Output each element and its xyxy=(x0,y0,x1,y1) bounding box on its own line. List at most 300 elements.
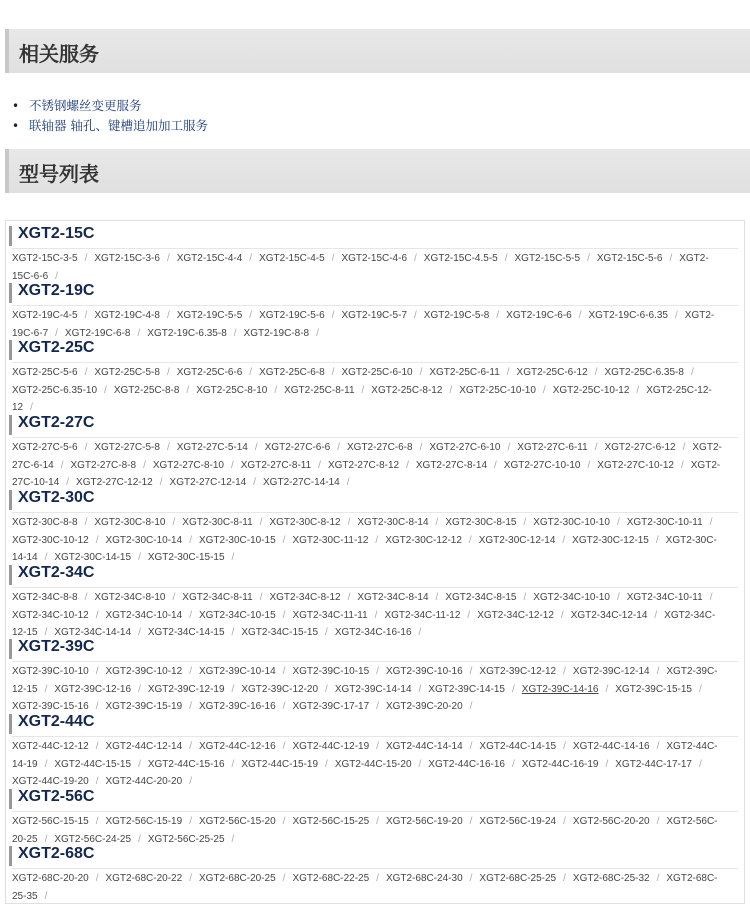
model-link[interactable]: XGT2-25C-6.35-8 xyxy=(604,367,684,378)
separator: / xyxy=(95,666,99,677)
model-link[interactable]: XGT2-34C-8-8 xyxy=(12,592,78,603)
model-link[interactable]: XGT2-30C-8-8 xyxy=(12,517,78,528)
model-link[interactable]: XGT2-30C-12-14 xyxy=(478,534,556,546)
separator: / xyxy=(84,517,88,528)
separator: / xyxy=(512,758,515,770)
separator: / xyxy=(282,741,286,752)
model-link[interactable]: XGT2-19C-5-8 xyxy=(423,310,490,321)
model-link[interactable]: 19C-6-7 xyxy=(12,327,49,339)
separator: / xyxy=(95,741,99,752)
model-link[interactable]: XGT2-27C-10-10 xyxy=(503,459,581,471)
separator: / xyxy=(469,741,473,752)
model-link[interactable]: XGT2-27C-6-11 xyxy=(517,442,588,453)
model-link[interactable]: XGT2-25C-8-10 xyxy=(196,384,268,396)
series-divider xyxy=(12,512,738,513)
model-link[interactable]: XGT2-34C-10-15 xyxy=(198,609,276,621)
model-link[interactable]: XGT2-15C-4-5 xyxy=(259,253,325,264)
separator: / xyxy=(104,384,107,396)
separator: / xyxy=(680,459,684,471)
separator: / xyxy=(605,758,609,770)
model-link[interactable]: XGT2-25C-6-11 xyxy=(429,367,500,378)
separator: / xyxy=(231,683,235,695)
series-name: XGT2-19C xyxy=(18,282,95,299)
model-link[interactable]: XGT2-44C-14-16 xyxy=(572,741,650,752)
model-link[interactable]: XGT2-39C-15-19 xyxy=(105,701,183,712)
model-link[interactable]: 20-25 xyxy=(12,833,38,845)
model-link[interactable]: XGT2-34C-11-12 xyxy=(384,609,461,621)
model-link[interactable]: XGT2-25C-12- xyxy=(646,384,712,396)
series-name: XGT2-39C xyxy=(18,638,95,655)
separator: / xyxy=(376,873,379,884)
separator: / xyxy=(253,477,257,488)
model-link[interactable]: XGT2-56C- xyxy=(666,816,718,827)
related-services-heading xyxy=(5,29,750,73)
separator: / xyxy=(698,683,702,695)
model-link[interactable]: XGT2-56C-15-15 xyxy=(12,816,89,827)
model-link[interactable]: XGT2-56C-19-24 xyxy=(479,816,557,827)
model-link[interactable]: XGT2-56C-19-20 xyxy=(385,816,463,827)
model-link[interactable]: XGT2-25C-5-6 xyxy=(12,367,78,378)
separator: / xyxy=(414,310,417,321)
model-link[interactable]: XGT2-44C-15-20 xyxy=(334,758,412,770)
series-divider xyxy=(12,661,738,662)
model-link[interactable]: XGT2-39C-12-19 xyxy=(147,683,225,695)
model-link[interactable]: XGT2-34C- xyxy=(664,609,716,621)
model-link[interactable]: XGT2-27C-5-6 xyxy=(12,442,78,453)
model-row xyxy=(12,607,715,624)
separator: / xyxy=(95,776,99,787)
separator: / xyxy=(507,442,511,453)
separator: / xyxy=(347,592,351,603)
model-row xyxy=(12,589,719,606)
separator: / xyxy=(469,666,473,677)
separator: / xyxy=(325,627,328,638)
separator: / xyxy=(282,666,286,677)
separator: / xyxy=(418,683,422,695)
model-link[interactable]: XGT2-34C-10-14 xyxy=(105,609,183,621)
model-link[interactable]: XGT2-30C-10-12 xyxy=(12,534,89,546)
separator: / xyxy=(616,517,620,528)
model-link[interactable]: XGT2-44C-12-16 xyxy=(198,741,276,752)
separator: / xyxy=(504,253,508,264)
model-link[interactable]: XGT2-34C-11-11 xyxy=(292,609,368,621)
model-link[interactable]: XGT2-30C-8-12 xyxy=(269,517,341,528)
separator: / xyxy=(656,873,660,884)
series-title xyxy=(9,415,742,435)
model-link[interactable]: XGT2-56C-25-25 xyxy=(147,833,225,845)
model-link[interactable]: XGT2-19C-4-5 xyxy=(12,310,78,321)
series-name: XGT2-27C xyxy=(18,414,95,431)
model-link[interactable]: XGT2-44C- xyxy=(666,741,718,752)
model-link[interactable]: XGT2-30C-11-12 xyxy=(292,534,369,546)
separator: / xyxy=(231,833,235,845)
model-link[interactable]: XGT2-34C-10-11 xyxy=(626,592,703,603)
model-link[interactable]: XGT2-44C-12-12 xyxy=(12,741,89,752)
model-link[interactable]: XGT2-39C-12-16 xyxy=(54,683,132,695)
separator: / xyxy=(189,741,192,752)
model-link[interactable]: 27C-6-14 xyxy=(12,459,54,471)
separator: / xyxy=(709,592,713,603)
model-link[interactable]: XGT2-39C-17-17 xyxy=(292,701,370,712)
separator: / xyxy=(55,327,58,339)
service-link-stainless-screw[interactable]: • 不锈钢螺丝变更服务 xyxy=(10,96,208,116)
model-link[interactable]: XGT2-56C-24-25 xyxy=(54,833,132,845)
separator: / xyxy=(44,833,48,845)
model-link[interactable]: XGT2-27C-8-14 xyxy=(415,459,488,471)
model-link[interactable]: XGT2-34C-8-14 xyxy=(357,592,429,603)
model-link[interactable]: XGT2-56C-15-19 xyxy=(105,816,183,827)
model-link[interactable]: XGT2-39C-14-15 xyxy=(428,683,505,695)
model-link[interactable]: XGT2-34C-10-12 xyxy=(12,609,89,621)
model-link[interactable]: XGT2-44C-15-16 xyxy=(147,758,225,770)
separator: / xyxy=(331,310,335,321)
separator: / xyxy=(138,683,141,695)
separator: / xyxy=(230,459,234,471)
separator: / xyxy=(189,609,192,621)
model-link[interactable]: XGT2-68C-20-20 xyxy=(12,873,89,884)
model-link[interactable]: XGT2-39C-15-15 xyxy=(615,683,692,695)
model-link[interactable]: XGT2-56C-20-20 xyxy=(572,816,650,827)
separator: / xyxy=(66,477,70,488)
model-link[interactable]: XGT2-39C-12-20 xyxy=(241,683,319,695)
separator: / xyxy=(669,253,673,264)
model-link[interactable]: XGT2-27C-8-10 xyxy=(152,459,224,471)
separator: / xyxy=(374,609,378,621)
separator: / xyxy=(656,741,660,752)
separator: / xyxy=(656,666,660,677)
model-link[interactable]: XGT2-44C-15-15 xyxy=(54,758,132,770)
model-link[interactable]: 14-14 xyxy=(12,552,38,563)
separator: / xyxy=(376,666,379,677)
model-link[interactable]: 12-15 xyxy=(12,683,38,695)
model-link[interactable]: XGT2-25C-8-8 xyxy=(113,384,180,396)
model-link[interactable]: XGT2-27C-8-8 xyxy=(70,459,137,471)
model-link[interactable]: XGT2-27C-6-8 xyxy=(347,442,413,453)
model-link[interactable]: XGT2-68C-25-32 xyxy=(572,873,650,884)
separator: / xyxy=(636,384,640,396)
separator: / xyxy=(468,534,472,546)
model-link[interactable]: XGT2-39C-20-20 xyxy=(385,701,463,712)
model-link[interactable]: XGT2-68C-20-22 xyxy=(105,873,183,884)
model-link[interactable]: XGT2-34C-8-12 xyxy=(269,592,341,603)
separator: / xyxy=(138,552,141,563)
model-link[interactable]: 27C-10-14 xyxy=(12,477,60,488)
model-link[interactable]: XGT2-15C-4-6 xyxy=(341,253,408,264)
series-title xyxy=(9,283,742,303)
model-link[interactable]: XGT2-34C-8-15 xyxy=(445,592,517,603)
model-link[interactable]: XGT2-39C-10-10 xyxy=(12,666,89,677)
model-link[interactable]: XGT2-15C-4.5-5 xyxy=(423,253,498,264)
model-link[interactable]: XGT2-68C-24-30 xyxy=(385,873,463,884)
model-link[interactable]: XGT2-30C-12-12 xyxy=(385,534,462,546)
model-link[interactable]: XGT2-27C-12-14 xyxy=(169,477,247,488)
separator: / xyxy=(347,517,351,528)
model-link[interactable]: XGT2-30C-14-15 xyxy=(54,552,132,563)
model-link[interactable]: XGT2-39C-10-12 xyxy=(105,666,183,677)
model-link[interactable]: XGT2-39C-10-14 xyxy=(198,666,276,677)
model-link[interactable]: XGT2-15C-3-5 xyxy=(12,253,78,264)
separator: / xyxy=(331,253,335,264)
model-link[interactable]: XGT2-56C-15-20 xyxy=(198,816,276,827)
series-title xyxy=(9,226,742,246)
model-link[interactable]: XGT2- xyxy=(690,459,721,471)
model-link[interactable]: XGT2-39C-14-14 xyxy=(334,683,412,695)
model-link[interactable]: XGT2-39C-12-12 xyxy=(479,666,557,677)
model-row xyxy=(12,813,718,830)
separator: / xyxy=(282,873,286,884)
series-divider xyxy=(12,437,738,438)
separator: / xyxy=(166,310,170,321)
separator: / xyxy=(594,442,598,453)
separator: / xyxy=(469,873,473,884)
separator: / xyxy=(44,758,48,770)
separator: / xyxy=(84,367,88,378)
model-link[interactable]: XGT2-30C-15-15 xyxy=(147,552,225,563)
model-link[interactable]: XGT2-27C-8-11 xyxy=(240,459,312,471)
model-link[interactable]: XGT2-34C-8-11 xyxy=(182,592,253,603)
model-link[interactable]: XGT2-25C-5-8 xyxy=(94,367,160,378)
model-link[interactable]: XGT2- xyxy=(692,442,722,453)
model-link[interactable]: XGT2-30C-8-11 xyxy=(182,517,253,528)
model-link[interactable]: XGT2-34C-16-16 xyxy=(334,627,412,638)
model-link[interactable]: XGT2-19C-6-8 xyxy=(64,327,131,339)
series-title xyxy=(9,789,742,809)
model-link[interactable]: XGT2-27C-12-12 xyxy=(76,477,153,488)
series-name: XGT2-44C xyxy=(18,713,95,730)
model-link[interactable]: XGT2-39C- xyxy=(666,666,718,677)
separator: / xyxy=(44,627,48,638)
separator: / xyxy=(616,592,620,603)
separator: / xyxy=(325,758,328,770)
series-title xyxy=(9,846,742,866)
separator: / xyxy=(316,327,319,339)
separator: / xyxy=(254,442,258,453)
model-link[interactable]: XGT2-19C-8-8 xyxy=(243,327,310,339)
model-link[interactable]: XGT2-27C-6-10 xyxy=(429,442,501,453)
model-link[interactable]: XGT2-25C-10-10 xyxy=(459,384,536,396)
model-link[interactable]: XGT2-27C-14-14 xyxy=(263,477,340,488)
separator: / xyxy=(95,701,99,712)
separator: / xyxy=(189,701,192,712)
model-link[interactable]: XGT2-25C-8-12 xyxy=(371,384,443,396)
model-link[interactable]: 15C-6-6 xyxy=(12,270,49,282)
model-link[interactable]: XGT2-27C-8-12 xyxy=(327,459,400,471)
model-link[interactable]: XGT2-27C-10-12 xyxy=(597,459,674,471)
separator: / xyxy=(189,534,192,546)
model-link[interactable]: XGT2-25C-6-12 xyxy=(516,367,588,378)
model-link[interactable]: XGT2-19C-6.35-8 xyxy=(147,327,227,339)
model-link[interactable]: XGT2-25C-6.35-10 xyxy=(12,384,98,396)
model-link[interactable]: XGT2-56C-15-25 xyxy=(292,816,370,827)
separator: / xyxy=(542,384,546,396)
model-row xyxy=(12,307,714,324)
model-link[interactable]: XGT2-44C-12-19 xyxy=(292,741,370,752)
model-link[interactable]: XGT2-39C-10-16 xyxy=(385,666,463,677)
model-link[interactable]: XGT2-44C-19-20 xyxy=(12,776,89,787)
separator: / xyxy=(449,384,453,396)
model-list-heading xyxy=(5,149,750,193)
model-link[interactable]: XGT2-30C-8-10 xyxy=(94,517,166,528)
model-link[interactable]: XGT2-30C-8-15 xyxy=(445,517,517,528)
separator: / xyxy=(361,384,365,396)
model-link[interactable]: XGT2-15C-5-5 xyxy=(514,253,581,264)
model-link[interactable]: XGT2-44C-17-17 xyxy=(615,758,692,770)
model-link[interactable]: XGT2-68C-20-25 xyxy=(198,873,276,884)
model-link[interactable]: XGT2-30C- xyxy=(665,534,717,546)
model-link[interactable]: 12 xyxy=(12,402,24,413)
model-link[interactable]: XGT2-44C-16-19 xyxy=(521,758,599,770)
separator: / xyxy=(189,666,192,677)
separator: / xyxy=(95,609,99,621)
model-link[interactable]: XGT2-27C-6-12 xyxy=(604,442,676,453)
model-link[interactable]: XGT2-25C-10-12 xyxy=(552,384,630,396)
separator: / xyxy=(166,367,170,378)
model-link[interactable]: XGT2-25C-6-10 xyxy=(341,367,413,378)
model-link[interactable]: XGT2-44C-12-14 xyxy=(105,741,183,752)
model-link[interactable]: XGT2-68C-22-25 xyxy=(292,873,370,884)
separator: / xyxy=(233,327,237,339)
model-link[interactable]: XGT2-39C-12-14 xyxy=(572,666,650,677)
model-list-title: 型号列表 xyxy=(19,162,99,186)
series-divider xyxy=(12,868,738,869)
model-link[interactable]: 25-35 xyxy=(12,890,38,902)
separator: / xyxy=(44,890,48,902)
model-row xyxy=(12,364,701,381)
separator: / xyxy=(84,310,88,321)
model-link[interactable]: XGT2-44C-14-14 xyxy=(385,741,463,752)
model-link[interactable]: XGT2-27C-5-8 xyxy=(94,442,160,453)
model-link[interactable]: XGT2-25C-6-6 xyxy=(176,367,243,378)
model-link[interactable]: XGT2-30C-10-11 xyxy=(626,517,703,528)
model-row xyxy=(12,382,712,399)
model-link[interactable]: XGT2-39C-15-16 xyxy=(12,701,89,712)
series-title xyxy=(9,565,742,585)
model-link[interactable]: 14-19 xyxy=(12,758,38,770)
separator: / xyxy=(375,534,379,546)
separator: / xyxy=(587,253,590,264)
separator: / xyxy=(337,442,340,453)
separator: / xyxy=(282,816,286,827)
model-link[interactable]: 12-15 xyxy=(12,627,38,638)
separator: / xyxy=(512,683,515,695)
model-link[interactable]: XGT2-30C-8-14 xyxy=(357,517,429,528)
model-link[interactable]: XGT2-15C-3-6 xyxy=(94,253,160,264)
model-link[interactable]: XGT2-19C-4-8 xyxy=(94,310,160,321)
model-link[interactable]: XGT2-30C-12-15 xyxy=(572,534,649,546)
model-link[interactable]: XGT2-44C-15-19 xyxy=(241,758,319,770)
model-link[interactable]: XGT2-34C-15-15 xyxy=(241,627,319,638)
separator: / xyxy=(259,592,263,603)
model-link[interactable]: XGT2-34C-14-15 xyxy=(147,627,225,638)
model-row xyxy=(12,439,722,456)
separator: / xyxy=(231,758,235,770)
model-link[interactable]: XGT2-15C-4-4 xyxy=(176,253,243,264)
model-link[interactable]: XGT2-25C-8-11 xyxy=(284,384,355,396)
model-link[interactable]: XGT2-30C-10-10 xyxy=(533,517,610,528)
separator: / xyxy=(282,609,286,621)
separator: / xyxy=(282,534,286,546)
model-link[interactable]: XGT2-19C-6-6 xyxy=(506,310,572,321)
separator: / xyxy=(494,459,497,471)
model-row xyxy=(12,514,719,531)
model-link[interactable]: XGT2-68C-25-25 xyxy=(479,873,557,884)
model-link[interactable]: XGT2- xyxy=(684,310,715,321)
separator: / xyxy=(166,253,170,264)
model-link[interactable]: XGT2-27C-5-14 xyxy=(176,442,248,453)
model-link[interactable]: XGT2-25C-6-8 xyxy=(259,367,325,378)
separator: / xyxy=(282,701,286,712)
separator: / xyxy=(259,517,263,528)
model-link[interactable]: XGT2-27C-6-6 xyxy=(264,442,331,453)
separator: / xyxy=(469,816,473,827)
separator: / xyxy=(406,459,409,471)
model-link[interactable]: XGT2-30C-10-15 xyxy=(198,534,276,546)
model-row xyxy=(12,250,709,267)
separator: / xyxy=(587,459,591,471)
model-link[interactable]: XGT2-34C-14-14 xyxy=(54,627,132,638)
model-link[interactable]: XGT2-19C-5-7 xyxy=(341,310,408,321)
model-link[interactable]: XGT2-15C-5-6 xyxy=(596,253,663,264)
model-link[interactable]: XGT2-34C-12-12 xyxy=(477,609,554,621)
model-link[interactable]: XGT2-19C-6-6.35 xyxy=(588,310,668,321)
separator: / xyxy=(138,833,141,845)
separator: / xyxy=(419,442,423,453)
model-link[interactable]: XGT2-44C-20-20 xyxy=(105,776,183,787)
series-divider xyxy=(12,736,738,737)
series-divider xyxy=(12,362,738,363)
series-divider xyxy=(12,587,738,588)
separator: / xyxy=(656,816,660,827)
model-link[interactable]: XGT2-34C-12-14 xyxy=(570,609,648,621)
model-link[interactable]: XGT2-19C-5-6 xyxy=(259,310,325,321)
separator: / xyxy=(189,816,192,827)
model-link[interactable]: XGT2-68C- xyxy=(666,873,718,884)
separator: / xyxy=(166,442,170,453)
separator: / xyxy=(331,367,335,378)
separator: / xyxy=(563,816,566,827)
model-link[interactable]: XGT2- xyxy=(679,253,709,264)
model-link[interactable]: XGT2-39C-14-16 xyxy=(521,683,599,695)
separator: / xyxy=(44,552,48,563)
separator: / xyxy=(231,552,235,563)
separator: / xyxy=(249,310,253,321)
model-link[interactable]: XGT2-34C-10-10 xyxy=(533,592,610,603)
separator: / xyxy=(95,873,99,884)
separator: / xyxy=(172,592,176,603)
separator: / xyxy=(654,609,658,621)
separator: / xyxy=(346,477,350,488)
separator: / xyxy=(55,270,58,282)
model-link[interactable]: XGT2-44C-16-16 xyxy=(428,758,505,770)
separator: / xyxy=(709,517,713,528)
separator: / xyxy=(376,701,379,712)
model-link[interactable]: XGT2-19C-5-5 xyxy=(176,310,243,321)
model-link[interactable]: XGT2-30C-10-14 xyxy=(105,534,183,546)
related-services-title: 相关服务 xyxy=(19,42,99,66)
service-link-bore-keyway[interactable]: • 联轴器 轴孔、键槽追加加工服务 xyxy=(10,116,208,136)
separator: / xyxy=(138,758,141,770)
related-services-list xyxy=(10,96,208,136)
model-row xyxy=(12,663,718,680)
model-link[interactable]: XGT2-44C-14-15 xyxy=(479,741,557,752)
model-link[interactable]: XGT2-39C-10-15 xyxy=(292,666,370,677)
model-link[interactable]: XGT2-34C-8-10 xyxy=(94,592,166,603)
model-link[interactable]: XGT2-39C-16-16 xyxy=(198,701,276,712)
separator: / xyxy=(675,310,678,321)
separator: / xyxy=(469,701,473,712)
separator: / xyxy=(594,367,598,378)
model-row xyxy=(12,681,709,698)
